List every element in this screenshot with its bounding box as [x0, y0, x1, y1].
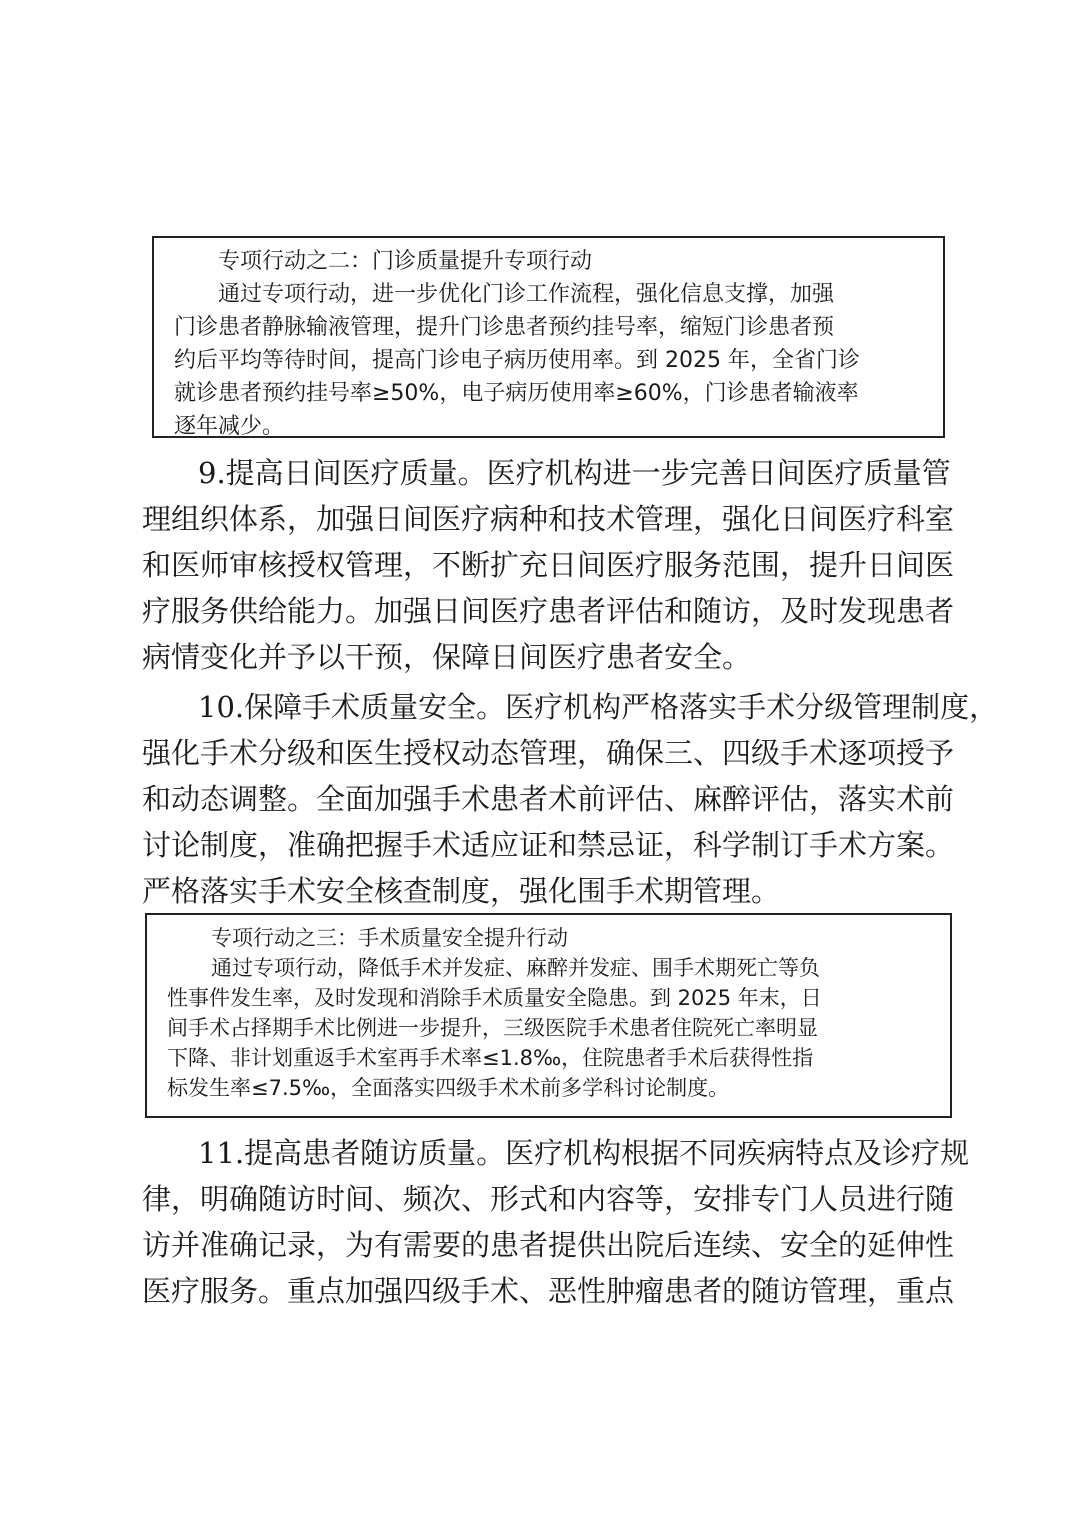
action-box-line: 标发生率≤7.5‰，全面落实四级手术术前多学科讨论制度。 [167, 1076, 730, 1100]
action-box-line: 门诊患者静脉输液管理，提升门诊患者预约挂号率，缩短门诊患者预 [174, 315, 835, 340]
action-box-surgery-quality [145, 913, 952, 1118]
paragraph-line: 9.提高日间医疗质量。医疗机构进一步完善日间医疗质量管 [198, 456, 951, 490]
paragraph-line: 病情变化并予以干预，保障日间医疗患者安全。 [142, 640, 752, 674]
action-box-title: 专项行动之二：门诊质量提升专项行动 [218, 249, 593, 274]
action-box-line: 通过专项行动，进一步优化门诊工作流程，强化信息支撑，加强 [218, 282, 835, 307]
paragraph-line: 律，明确随访时间、频次、形式和内容等，安排专门人员进行随 [142, 1182, 955, 1216]
paragraph-line: 理组织体系，加强日间医疗病种和技术管理，强化日间医疗科室 [142, 502, 955, 536]
paragraph-patient-follow-up [142, 1130, 982, 1314]
paragraph-line: 强化手术分级和医生授权动态管理，确保三、四级手术逐项授予 [142, 736, 955, 770]
action-box-line: 逐年减少。 [174, 414, 285, 439]
paragraph-line: 访并准确记录，为有需要的患者提供出院后连续、安全的延伸性 [142, 1228, 955, 1262]
action-box-line: 下降、非计划重返手术室再手术率≤1.8‰，住院患者手术后获得性指 [167, 1046, 814, 1070]
paragraph-line: 和医师审核授权管理，不断扩充日间医疗服务范围，提升日间医 [142, 548, 955, 582]
paragraph-line: 严格落实手术安全核查制度，强化围手术期管理。 [142, 874, 781, 908]
paragraph-line: 讨论制度，准确把握手术适应证和禁忌证，科学制订手术方案。 [142, 828, 955, 862]
action-box-title: 专项行动之三：手术质量安全提升行动 [211, 926, 568, 950]
paragraph-line: 医疗服务。重点加强四级手术、恶性肿瘤患者的随访管理，重点 [142, 1274, 955, 1308]
paragraph-surgery-safety [142, 684, 999, 914]
paragraph-line: 11.提高患者随访质量。医疗机构根据不同疾病特点及诊疗规 [198, 1136, 970, 1170]
paragraph-line: 和动态调整。全面加强手术患者术前评估、麻醉评估，落实术前 [142, 782, 955, 816]
paragraph-line: 10.保障手术质量安全。医疗机构严格落实手术分级管理制度， [198, 690, 999, 724]
paragraph-line: 疗服务供给能力。加强日间医疗患者评估和随访，及时发现患者 [142, 594, 955, 628]
action-box-line: 间手术占择期手术比例进一步提升，三级医院手术患者住院死亡率明显 [167, 1016, 818, 1040]
paragraph-day-care-quality [142, 450, 982, 680]
action-box-outpatient-quality [152, 236, 945, 438]
action-box-line: 就诊患者预约挂号率≥50%，电子病历使用率≥60%，门诊患者输液率 [174, 381, 859, 406]
action-box-line: 约后平均等待时间，提高门诊电子病历使用率。到 2025 年，全省门诊 [174, 348, 860, 373]
action-box-line: 通过专项行动，降低手术并发症、麻醉并发症、围手术期死亡等负 [211, 956, 820, 980]
action-box-line: 性事件发生率，及时发现和消除手术质量安全隐患。到 2025 年末，日 [167, 986, 822, 1010]
